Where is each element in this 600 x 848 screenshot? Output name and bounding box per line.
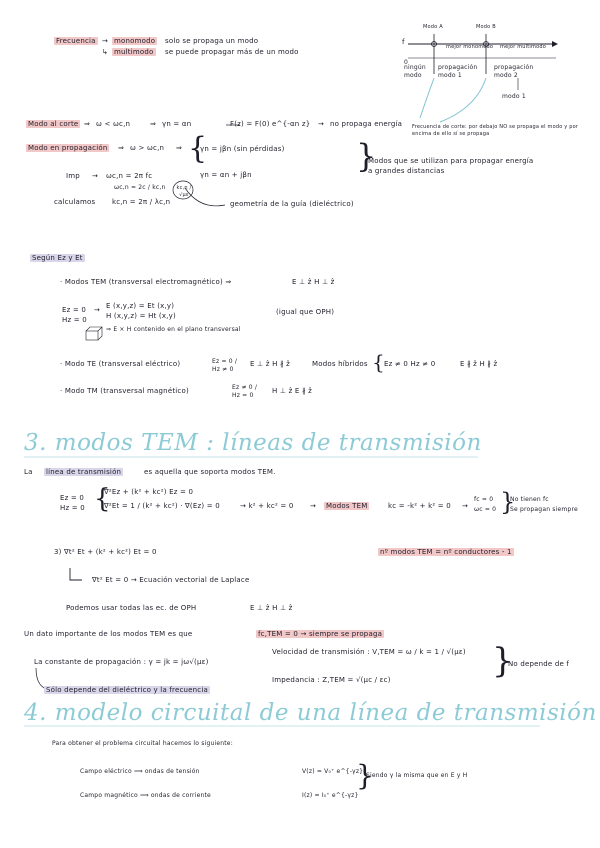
s3-hz: Hz = 0 [60,504,85,512]
arrow-icon: → [318,120,325,128]
arrow-icon: → [92,172,99,180]
s3-eqA: ∇²Ez + (k² + kc²) Ez = 0 [104,488,194,496]
segun-eq1: E (x,y,z) = Et (x,y) [106,302,175,310]
corte-gamma: γn = αn [162,120,192,128]
diagram-modo-b: Modo B [476,24,496,30]
s3-eq3: 3) ∇t² Et + (k² + kc²) Et = 0 [54,548,157,556]
s3-impedancia: Impedancia : Z,TEM = √(μc / εc) [272,676,391,684]
prop-calc: calculamos [54,198,96,206]
arrow-icon: → [310,502,317,510]
prop-circle: kc,n / √με [176,185,192,198]
s3-wc: ωc = 0 [474,506,497,513]
multimodo-label: multimodo [114,48,154,56]
arrow-icon: ⇒ [150,120,157,128]
prop-note1: Modos que se utilizan para propagar energía [368,157,534,165]
arrow-icon: ⇒ [84,120,91,128]
prop-kc: kc,n = 2π / λc,n [112,198,171,206]
prop-imp-expr2: ωc,n = 2c / kc,n [114,184,166,191]
s3-fc: fc = 0 [474,496,494,503]
prop-note2: a grandes distancias [368,167,445,175]
segun-tm-cond: Ez ≠ 0 / Hz = 0 [232,384,258,399]
arrow-icon: ⇒ [118,144,125,152]
s3-res: → k² + kc² = 0 [240,502,294,510]
brace-icon: } [356,759,374,792]
s3-dato-hl: fc,TEM = 0 → siempre se propaga [258,630,383,638]
segun-tem: · Modos TEM (transversal electromagnético) ⇒ [60,278,232,286]
prop-g2: γn = αn + jβn [200,171,252,179]
s3-nmodos: nº modos TEM = nº conductores - 1 [380,548,512,556]
s3-se-prop: Se propagan siempre [510,506,578,513]
diagram-f: f [402,38,405,46]
diagram-note: Frecuencia de corte: por debajo NO se propaga el modo y por encima de ello sí se propaga [412,124,579,137]
segun-hz0: Hz = 0 [62,316,87,324]
s3-dato: Un dato importante de los modos TEM es que [24,630,193,638]
s3-modo-tem: Modos TEM [326,502,368,510]
arrow-icon: ↳ [102,48,109,56]
multimodo-desc: se puede propagar más de un modo [165,48,299,56]
s4-v-eq: V(z) = V₀⁺ e^{-γz} [302,768,364,775]
segun-hib-res: E ∦ ẑ H ∦ ẑ [460,360,498,368]
s3-lap: ∇t² Et = 0 → Ecuación vectorial de Laplace [92,576,250,584]
corte-label: Modo al corte [28,120,79,128]
segun-te-cond: Ez = 0 / Hz ≠ 0 [212,358,238,373]
brace-icon: { [188,131,208,166]
segun-tm-res: H ⊥ ẑ E ∦ ẑ [272,387,312,395]
monomodo-label: monomodo [114,37,156,45]
segun-te-res: E ⊥ ẑ H ∦ ẑ [250,360,290,368]
s3-ez: Ez = 0 [60,494,85,502]
s3-solo: Sólo depende del dieléctrico y la frecuencia [46,686,208,694]
diagram-seg2-bottom: propagación modo 1 [438,64,478,79]
prop-imp: Imp [66,172,80,180]
corte-result: no propaga energía [330,120,403,128]
s3-cte-prop: La constante de propagación : γ = jk = jω√(με) [34,658,209,666]
segun-te: · Modo TE (transversal eléctrico) [60,360,181,368]
s3-intro-hl: línea de transmisión [46,468,122,476]
s3-oph: E ⊥ ẑ H ⊥ ẑ [250,604,293,612]
diagram-modo1: modo 1 [502,93,526,100]
diagram-seg3-top: mejor multimodo [500,44,546,50]
corte-field: F(z) = F(0) e^{-αn z} [230,120,311,128]
s3-intro-a: La [24,468,33,476]
corte-cond: ω < ωc,n [96,120,131,128]
segun-label: Según Ez y Et [32,254,83,262]
prop-imp-expr: ωc,n = 2π fc [106,172,153,180]
diagram-seg3-bottom: propagación modo 2 [494,64,534,79]
frecuencia-label: Frecuencia [56,37,96,45]
s3-no-tiene: No tienen fc [510,496,549,503]
s4-intro: Para obtener el problema circuital hacemos lo siguiente: [52,740,233,747]
arrow-icon: ⇒ [176,144,183,152]
diagram-seg1: ningún modo [404,64,426,79]
s3-kc-eq: kc = -k² + k² = 0 [388,502,451,510]
diagram-zero: 0 [404,59,409,66]
section3-title: 3. modos TEM : líneas de transmisión [24,430,482,456]
s3-eqB: ∇²Et = 1 / (k² + kc²) · ∇(Ez) = 0 [104,502,220,510]
s3-intro-b: es aquella que soporta modos TEM. [144,468,276,476]
s3-velocidad: Velocidad de transmisión : V,TEM = ω / k = 1 / √(με) [272,648,466,656]
segun-ez0: Ez = 0 [62,306,87,314]
s3-no-dep: No depende de f [508,660,570,668]
prop-geom: geometría de la guía (dieléctrico) [230,200,354,208]
prop-cond: ω > ωc,n [130,144,165,152]
s4-campo-e: Campo eléctrico ⟹ ondas de tensión [80,768,200,775]
brace-icon: { [94,484,111,514]
segun-contenido: ⇒ E × H contenido en el plano transversal [106,326,241,333]
section4-title: 4. modelo circuital de una línea de transmisión [24,700,597,726]
s4-siendo: Siendo γ la misma que en E y H [366,772,468,779]
diagram-modo-a: Modo A [423,24,443,30]
segun-tem-fields: E ⊥ ẑ H ⊥ ẑ [292,278,335,286]
s3-podemos: Podemos usar todas las ec. de OPH [66,604,197,612]
brace-icon: } [356,137,377,175]
arrow-icon: → [462,502,469,510]
brace-icon: } [492,641,514,681]
brace-icon: { [372,350,385,374]
arrow-icon: → [94,306,101,314]
s4-campo-m: Campo magnético ⟹ ondas de corriente [80,792,211,799]
segun-hib-cond: Ez ≠ 0 Hz ≠ 0 [384,360,436,368]
s4-i-eq: I(z) = I₀⁺ e^{-γz} [302,792,359,799]
segun-hibridos: Modos híbridos [312,360,368,368]
diagram-seg2-top: mejor monomodo [446,44,494,50]
monomodo-desc: solo se propaga un modo [165,37,259,45]
segun-eq2: H (x,y,z) = Ht (x,y) [106,312,176,320]
arrow-icon: → [102,37,109,45]
segun-igual: (igual que OPH) [276,308,335,316]
segun-tm: · Modo TM (transversal magnético) [60,387,189,395]
prop-label: Modo en propagación [28,144,108,152]
prop-g1: γn = jβn (sin pérdidas) [200,145,285,153]
brace-icon: } [500,488,516,516]
